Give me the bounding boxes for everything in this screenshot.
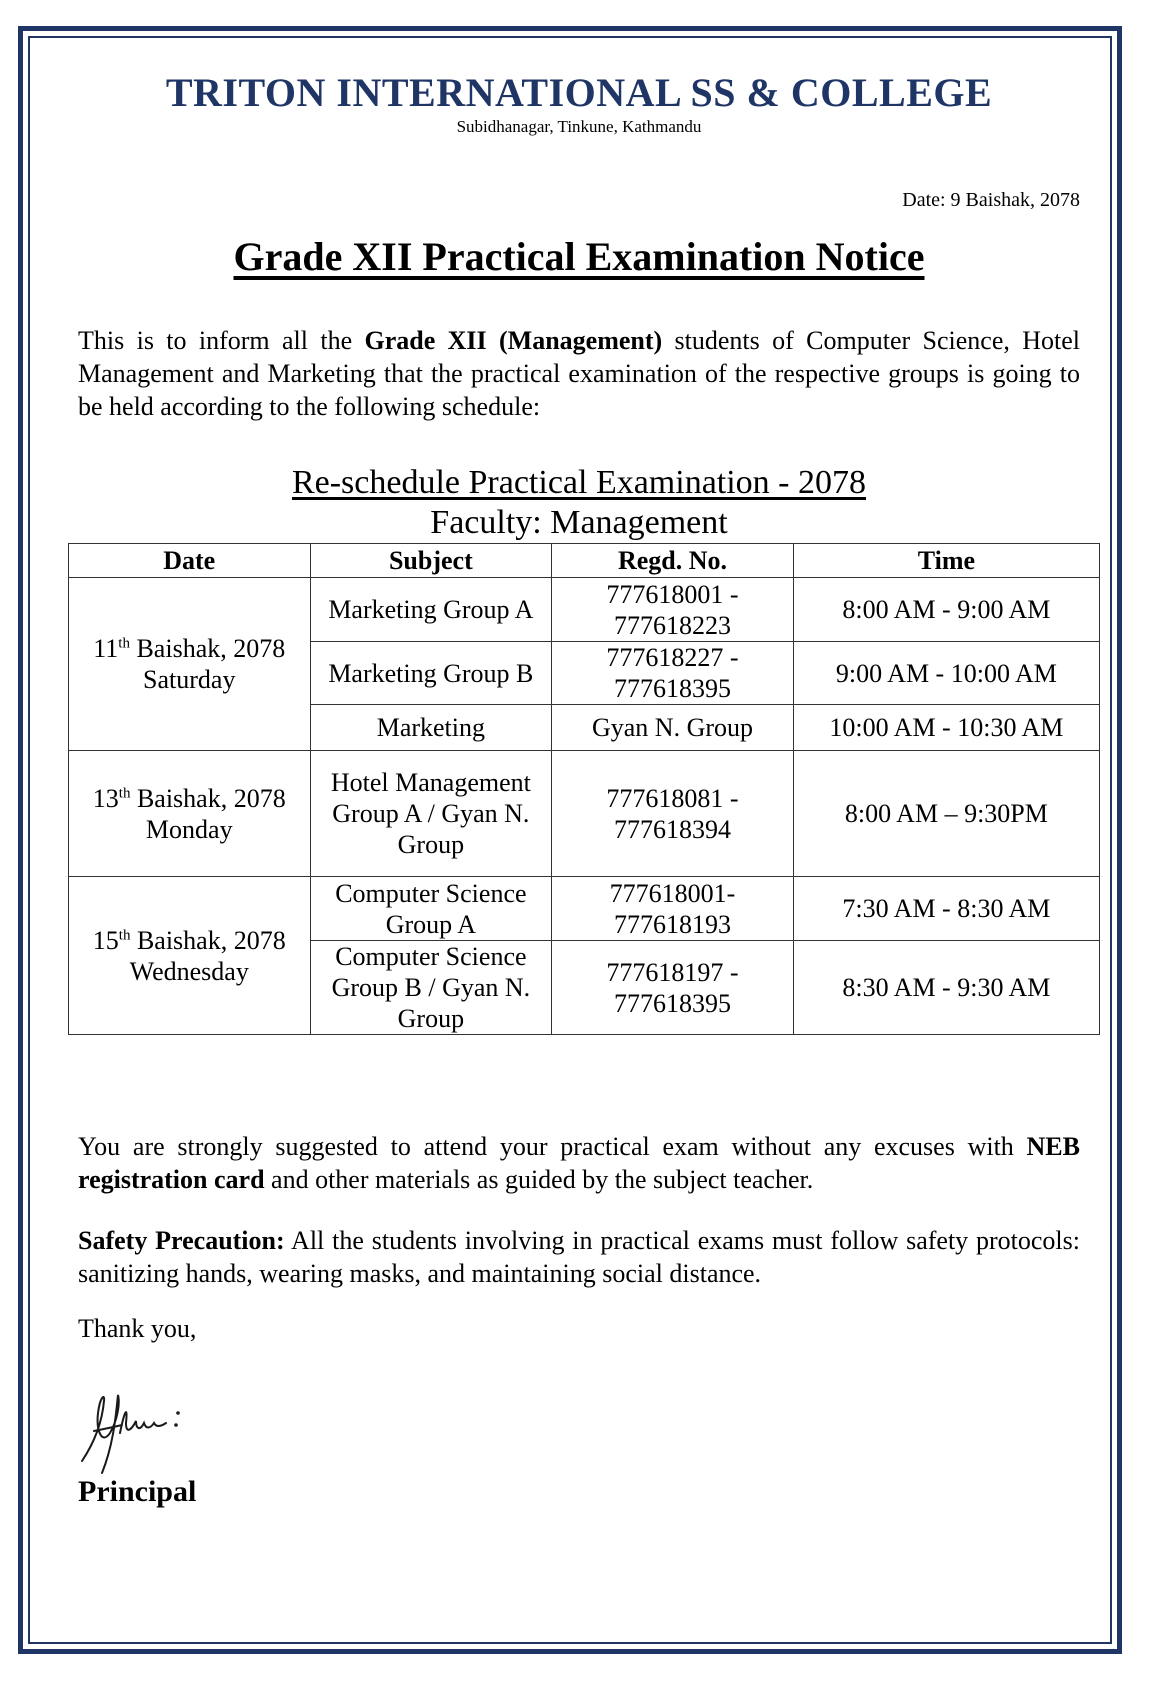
day-number: 15 bbox=[92, 925, 119, 955]
regd-cell: 777618197 - 777618395 bbox=[552, 941, 794, 1035]
regd-cell: 777618227 - 777618395 bbox=[552, 642, 794, 705]
signature-image bbox=[74, 1383, 194, 1478]
regd-cell: Gyan N. Group bbox=[552, 705, 794, 751]
instruction-paragraph bbox=[78, 1130, 1080, 1196]
closing-section bbox=[78, 1130, 1080, 1345]
weekday: Wednesday bbox=[129, 956, 249, 986]
table-row bbox=[69, 578, 1100, 642]
header-regd: Regd. No. bbox=[552, 544, 794, 578]
faculty-label: Faculty: Management bbox=[430, 504, 728, 541]
instruction-bold: NEB registration card bbox=[78, 1132, 1080, 1194]
time-cell: 7:30 AM - 8:30 AM bbox=[793, 877, 1099, 941]
notice-date: Date: 9 Baishak, 2078 bbox=[902, 189, 1080, 211]
schedule-table bbox=[68, 543, 1100, 1035]
safety-label: Safety Precaution: bbox=[78, 1226, 285, 1255]
intro-paragraph bbox=[78, 324, 1080, 423]
date-cell bbox=[69, 877, 311, 1035]
regd-cell: 777618001 - 777618223 bbox=[552, 578, 794, 642]
date-cell bbox=[69, 578, 311, 751]
day-suffix: th bbox=[118, 635, 130, 652]
instruction-text-2: and other materials as guided by the subject teacher. bbox=[264, 1165, 814, 1194]
time-cell: 9:00 AM - 10:00 AM bbox=[793, 642, 1099, 705]
subject-cell: Marketing Group A bbox=[310, 578, 552, 642]
time-cell: 10:00 AM - 10:30 AM bbox=[793, 705, 1099, 751]
notice-document bbox=[78, 70, 1080, 1033]
intro-text-2: students of Computer Science, Hotel Management and Marketing that the practical examination of the respective groups is going to be held according to the following schedule: bbox=[78, 326, 1080, 421]
table-row bbox=[69, 877, 1100, 941]
subject-cell: Marketing bbox=[310, 705, 552, 751]
subject-cell: Hotel Management Group A / Gyan N. Group bbox=[310, 751, 552, 877]
notice-title: Grade XII Practical Examination Notice bbox=[233, 234, 925, 279]
day-number: 13 bbox=[92, 783, 119, 813]
date-text: Baishak, 2078 bbox=[130, 783, 286, 813]
day-number: 11 bbox=[93, 634, 119, 663]
weekday: Saturday bbox=[143, 665, 236, 694]
date-text: Baishak, 2078 bbox=[130, 925, 286, 955]
day-suffix: th bbox=[118, 926, 131, 943]
intro-bold: Grade XII (Management) bbox=[364, 326, 663, 355]
header-subject: Subject bbox=[310, 544, 552, 578]
header-date: Date bbox=[69, 544, 311, 578]
regd-cell: 777618001- 777618193 bbox=[552, 877, 794, 941]
date-cell bbox=[69, 751, 311, 877]
signatory-title: Principal bbox=[78, 1475, 197, 1508]
subject-cell: Computer Science Group A bbox=[310, 877, 552, 941]
time-cell: 8:00 AM - 9:00 AM bbox=[793, 578, 1099, 642]
thanks-text: Thank you, bbox=[78, 1314, 197, 1343]
regd-cell: 777618081 - 777618394 bbox=[552, 751, 794, 877]
subject-cell: Computer Science Group B / Gyan N. Group bbox=[310, 941, 552, 1035]
school-address: Subidhanagar, Tinkune, Kathmandu bbox=[456, 117, 702, 136]
intro-text-1: This is to inform all the bbox=[78, 326, 365, 355]
date-text: Baishak, 2078 bbox=[129, 634, 286, 663]
day-suffix: th bbox=[118, 784, 131, 801]
subject-cell: Marketing Group B bbox=[310, 642, 552, 705]
weekday: Monday bbox=[145, 814, 233, 844]
table-row bbox=[69, 751, 1100, 877]
table-header-row bbox=[69, 544, 1100, 578]
schedule-title: Re-schedule Practical Examination - 2078 bbox=[291, 464, 867, 501]
header-time: Time bbox=[793, 544, 1099, 578]
instruction-text-1: You are strongly suggested to attend your practical exam without any excuses with bbox=[78, 1132, 1027, 1161]
time-cell: 8:00 AM – 9:30PM bbox=[793, 751, 1099, 877]
safety-text: All the students involving in practical exams must follow safety protocols: sanitizing hands, wearing masks, and maintaining social distance. bbox=[78, 1226, 1080, 1288]
time-cell: 8:30 AM - 9:30 AM bbox=[793, 941, 1099, 1035]
school-name: TRITON INTERNATIONAL SS & COLLEGE bbox=[165, 70, 993, 115]
safety-paragraph bbox=[78, 1224, 1080, 1290]
